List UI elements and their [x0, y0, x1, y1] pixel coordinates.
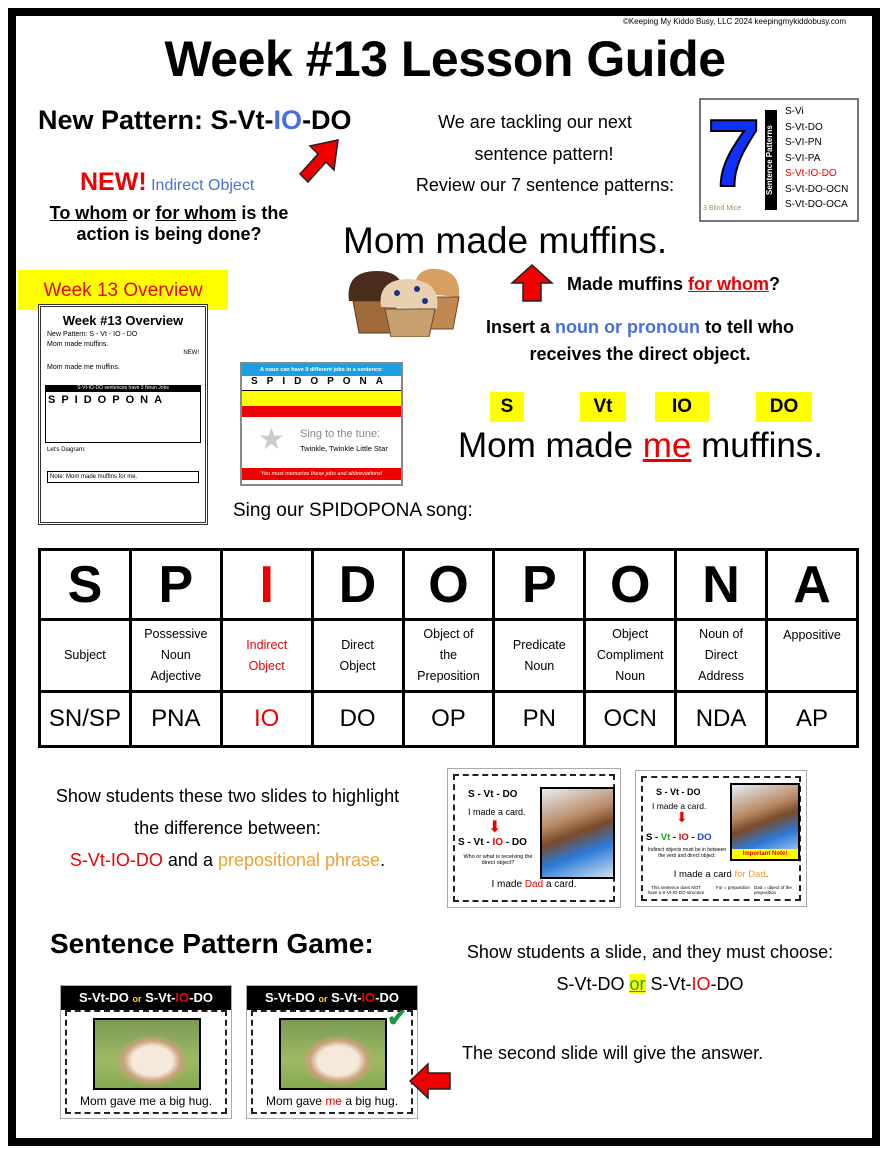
text: -DO — [710, 974, 744, 994]
pattern-item: S-VI-PN — [785, 137, 822, 148]
letter-cell: D — [312, 550, 403, 620]
pattern-item: S-Vt-DO-OCA — [785, 199, 848, 210]
insert-instruction — [470, 314, 810, 368]
job-line: Object of — [423, 627, 474, 641]
choose-instruction — [430, 936, 870, 1000]
text: Insert a — [486, 317, 556, 337]
red-arrow-icon — [298, 138, 340, 184]
letter-cell: S — [40, 550, 131, 620]
job-cell — [40, 620, 131, 692]
text: Made muffins — [567, 274, 689, 294]
line: Show students these two slides to highlight — [55, 786, 400, 806]
pattern-io: IO — [273, 105, 303, 135]
indirect-object-word: me — [642, 426, 692, 465]
job-cell — [312, 620, 403, 692]
letter-cell: N — [676, 550, 767, 620]
letter-cell: A — [767, 550, 858, 620]
down-arrow-icon: ⬇ — [676, 809, 688, 825]
job-line: Noun — [160, 648, 191, 662]
song-footer: You must memorize these jobs and abbreviations! — [242, 468, 401, 480]
spidopona-table — [38, 548, 859, 748]
tackling-line2: sentence pattern! — [474, 144, 614, 164]
footnote: For = preposition — [716, 885, 750, 890]
job-line: Object — [612, 627, 649, 641]
pattern-list — [785, 104, 848, 213]
pattern-item: S-Vt-DO-OCN — [785, 183, 849, 195]
job-cell — [403, 620, 494, 692]
job-line: Noun — [615, 669, 646, 683]
abbr-cell: SN/SP — [40, 692, 131, 747]
line: the difference between: — [134, 818, 321, 838]
text: . — [765, 869, 769, 880]
song-header: A noun can have 9 different jobs in a sentence: — [242, 364, 401, 376]
text: S - — [646, 832, 661, 843]
song-name: Twinkle, Twinkle Little Star — [300, 444, 388, 453]
text: . — [380, 850, 386, 870]
label-io: IO — [655, 392, 709, 422]
io: IO — [678, 832, 689, 843]
text: - — [688, 832, 698, 843]
job-line: Object — [339, 658, 376, 673]
thumb-diagram: Let's Diagram: — [47, 447, 86, 453]
thumb-s2: Mom made me muffins. — [47, 364, 121, 371]
second-slide-note: The second slide will give the answer. — [462, 1043, 764, 1063]
thumb-note: Note: Mom made muffins for me. — [47, 471, 199, 483]
job-line: Object — [248, 658, 285, 673]
game-slide-question[interactable] — [60, 985, 232, 1119]
job-line: Subject — [64, 648, 106, 662]
abbr-cell: PNA — [130, 692, 221, 747]
job-line: Preposition — [417, 669, 480, 683]
thumb-table: SPIDOPONA — [45, 391, 201, 443]
slide-sentence: I made a card. — [468, 807, 526, 817]
text: and a — [162, 850, 218, 870]
job-line: Direct — [704, 648, 738, 662]
job-cell — [130, 620, 221, 692]
footnote: Dad = object of the preposition — [754, 885, 792, 895]
job-line: Noun of — [699, 627, 743, 641]
slide-question: Who or what is receiving the direct object? — [463, 854, 533, 866]
abbr-row — [40, 692, 858, 747]
slide-preposition-example[interactable] — [635, 770, 807, 907]
pattern-item: S-Vt-DO — [785, 121, 823, 133]
tackling-line1: We are tackling our next — [438, 112, 632, 132]
sentence-mom-made-me-muffins — [458, 426, 823, 466]
hug-photo — [279, 1018, 387, 1090]
job-line: Possessive — [144, 627, 208, 641]
vt: Vt — [660, 832, 671, 843]
job-line: Noun — [524, 658, 555, 673]
caption: 3 Blind Mice — [703, 205, 742, 212]
thumb-title: Week #13 Overview — [62, 313, 184, 328]
slide-header: S-Vt-DO or S-Vt-IO-DO — [247, 986, 417, 1010]
io-word: me — [325, 1094, 342, 1108]
show-slides-text — [30, 780, 425, 876]
text: a big hug. — [341, 1094, 399, 1108]
copyright: ©Keeping My Kiddo Busy, LLC 2024 keepingmykiddobusy.com — [622, 17, 846, 26]
made-muffins-for-whom — [567, 274, 780, 295]
new-indirect-object — [80, 168, 254, 197]
abbr-cell: DO — [312, 692, 403, 747]
pattern-item: S-Vt-IO-DO — [785, 168, 837, 179]
label-s: S — [490, 392, 524, 422]
io-label: Indirect Object — [151, 177, 255, 194]
text: to tell who receives the direct object. — [529, 317, 794, 364]
song-jobs-row — [242, 391, 401, 406]
side-label: Sentence Patterns — [765, 110, 777, 210]
for-whom: for whom — [155, 203, 237, 223]
new-label: NEW! — [80, 168, 147, 196]
for-dad: for Dad — [734, 869, 766, 880]
text: S - Vt - — [458, 837, 493, 848]
abbr-cell: IO — [221, 692, 312, 747]
text: ? — [769, 274, 781, 294]
job-cell — [221, 620, 312, 692]
io: IO — [492, 837, 504, 848]
up-arrow-icon — [510, 263, 554, 303]
do: DO — [697, 832, 712, 843]
song-abbr-row — [242, 406, 401, 417]
or: or — [629, 974, 646, 994]
page-title: Week #13 Lesson Guide — [164, 31, 726, 87]
slide-io-example[interactable] — [447, 768, 621, 908]
footnote: This sentence does NOT have a S-Vt-IO-DO structure — [647, 885, 705, 895]
slide-header: S-Vt-DO or S-Vt-IO-DO — [61, 986, 231, 1010]
pattern: S-Vt-IO-DO — [69, 850, 163, 870]
slide-sentence: I made a card. — [652, 801, 707, 811]
seven-patterns-card — [699, 98, 859, 222]
text: I made — [491, 879, 525, 890]
tackling-line3: Review our 7 sentence patterns: — [415, 175, 675, 195]
sentence-mom-made-muffins: Mom made muffins. — [343, 220, 668, 261]
whom-question — [28, 203, 310, 245]
job-line: Direct — [341, 637, 374, 652]
left-arrow-icon — [408, 1062, 452, 1100]
job-cell — [676, 620, 767, 692]
job-cell — [494, 620, 585, 692]
job-line: Compliment — [596, 648, 664, 662]
slide-note: Indirect objects must be in between the verb and direct object. — [647, 847, 727, 859]
muffins-image — [337, 263, 467, 337]
letter-cell: O — [403, 550, 494, 620]
song-letters: SPIDOPONA — [242, 376, 401, 391]
slide-pattern: S - Vt - DO — [468, 789, 518, 800]
overview-thumbnail[interactable] — [38, 304, 208, 525]
girl-photo — [540, 787, 615, 879]
thumb-new: NEW! — [183, 350, 199, 356]
prepositional-phrase: prepositional phrase — [217, 850, 381, 870]
text: a card. — [543, 879, 577, 890]
slide-pattern: S - Vt - DO — [656, 787, 701, 797]
to-whom: To whom — [49, 203, 128, 223]
abbr-cell: NDA — [676, 692, 767, 747]
hug-photo — [93, 1018, 201, 1090]
label-vt: Vt — [580, 392, 626, 422]
new-pattern-heading — [38, 105, 352, 136]
text: S-Vt-DO — [556, 974, 630, 994]
for-whom: for whom — [688, 274, 770, 294]
abbr-cell: OP — [403, 692, 494, 747]
noun-or-pronoun: noun or pronoun — [555, 317, 700, 337]
job-cell — [585, 620, 676, 692]
label-do: DO — [756, 392, 812, 422]
game-slide-answer[interactable] — [246, 985, 418, 1119]
rest: is the action is being done? — [76, 203, 289, 244]
text: - — [670, 832, 679, 843]
text: muffins. — [691, 426, 824, 465]
letter-cell: I — [221, 550, 312, 620]
job-line: Appositive — [783, 628, 841, 642]
io: IO — [691, 974, 711, 994]
line: Show students a slide, and they must choose: — [466, 942, 834, 962]
down-arrow-icon: ⬇ — [488, 819, 502, 836]
thumb-pattern: New Pattern: S - Vt - IO - DO — [47, 331, 138, 338]
abbr-cell: OCN — [585, 692, 676, 747]
text: S-Vt- — [645, 974, 692, 994]
text: Mom gave — [265, 1094, 326, 1108]
abbr-cell: AP — [767, 692, 858, 747]
thumb-s1: Mom made muffins. — [47, 341, 109, 348]
pattern-part: S-Vt- — [210, 105, 274, 135]
letter-cell: P — [494, 550, 585, 620]
slide-sentence: Mom gave me a big hug. — [79, 1094, 213, 1108]
letter-cell: P — [130, 550, 221, 620]
star-icon: ★ — [258, 423, 285, 456]
text: I made a card — [673, 869, 735, 880]
job-line: Adjective — [150, 669, 202, 683]
io-word: Dad — [524, 879, 544, 890]
spidopona-song-thumbnail[interactable] — [240, 362, 403, 486]
text: Mom made — [458, 426, 643, 465]
text: - DO — [503, 837, 527, 848]
pattern-item: S-Vi — [785, 106, 804, 117]
label: New Pattern: — [38, 105, 211, 135]
thumb-banner: S-Vt-IO-DO sentences have 3 Noun Jobs — [45, 385, 201, 391]
or: or — [127, 203, 156, 223]
job-line: Address — [698, 669, 744, 683]
pattern-part: -DO — [302, 105, 352, 135]
jobs-row — [40, 620, 858, 692]
letters-row — [40, 550, 858, 620]
job-line: Indirect — [246, 637, 288, 652]
letter-cell: O — [585, 550, 676, 620]
song-tune-label: Sing to the tune: — [300, 428, 381, 440]
job-line: Predicate — [512, 637, 566, 652]
job-line: the — [439, 648, 458, 662]
pattern-item: S-VI-PA — [785, 152, 821, 164]
sing-instruction: Sing our SPIDOPONA song: — [233, 500, 473, 521]
game-title: Sentence Pattern Game: — [50, 928, 374, 959]
seven-number: 7 — [707, 100, 761, 207]
week-overview-label: Week 13 Overview — [18, 270, 228, 310]
checkmark-icon: ✔ — [387, 1005, 408, 1032]
abbr-cell: PN — [494, 692, 585, 747]
job-cell — [767, 620, 858, 692]
important-note-badge: Important Note! — [732, 849, 798, 859]
